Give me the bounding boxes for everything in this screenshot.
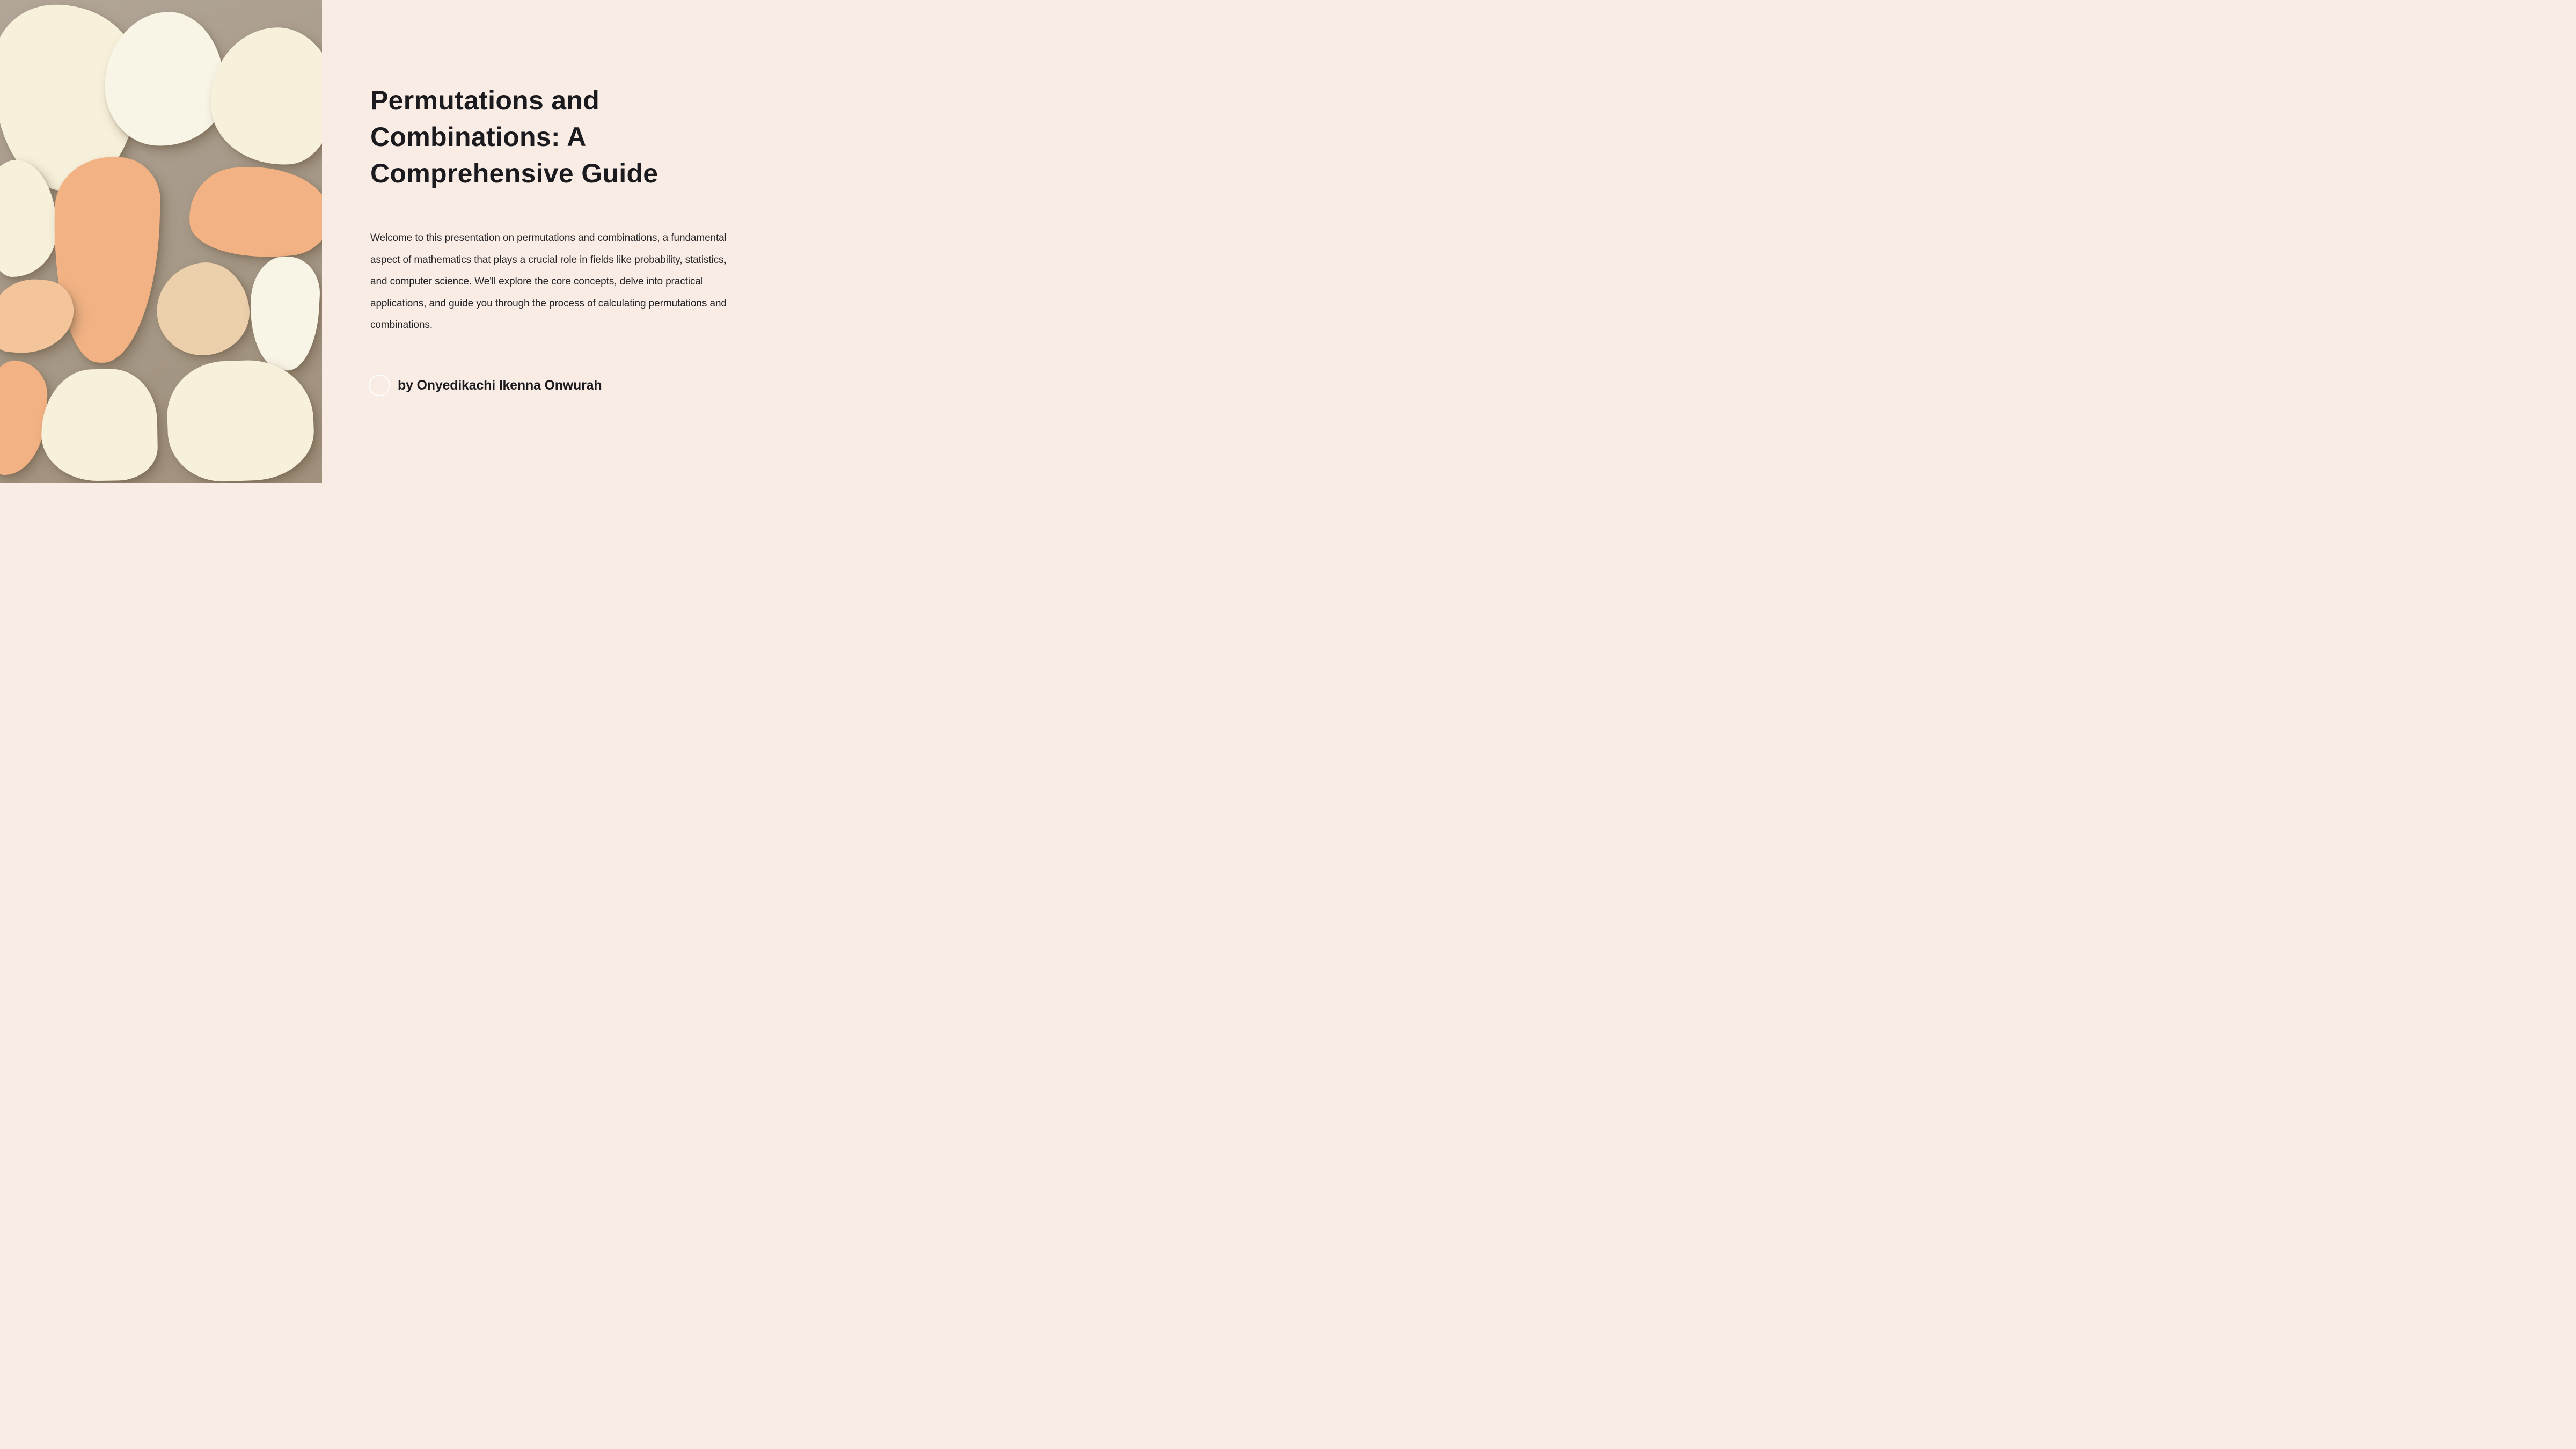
blob-tan-oval [151, 257, 255, 361]
intro-line-3: and computer science. We'll explore the core concepts, delve into practical [370, 276, 703, 287]
blob-cream-mid-right [247, 255, 322, 372]
blob-cream-bottom-center [40, 368, 158, 482]
slide [0, 0, 859, 483]
blob-cream-top-center [102, 9, 229, 149]
content-panel [322, 0, 859, 483]
byline: by Onyedikachi Ikenna Onwurah [398, 377, 602, 393]
title-line-1: Permutations and [370, 85, 600, 115]
title-line-2: Combinations: A [370, 122, 587, 152]
blob-peach-center [49, 155, 162, 365]
blob-peach-right [185, 158, 322, 266]
byline-row [369, 375, 602, 396]
intro-line-5: combinations. [370, 319, 433, 331]
cover-image [0, 0, 322, 483]
page-title [370, 82, 658, 192]
blob-cream-top-right [206, 24, 322, 170]
intro-paragraph [370, 228, 727, 336]
author-avatar [369, 375, 390, 396]
blob-peach-bottom-left [0, 359, 49, 477]
title-line-3: Comprehensive Guide [370, 158, 658, 188]
intro-line-2: aspect of mathematics that plays a crucial role in fields like probability, statistics, [370, 254, 727, 266]
intro-line-4: applications, and guide you through the process of calculating permutations and [370, 297, 727, 309]
blob-cream-bottom-right [165, 358, 316, 483]
intro-line-1: Welcome to this presentation on permutations and combinations, a fundamental [370, 232, 727, 244]
